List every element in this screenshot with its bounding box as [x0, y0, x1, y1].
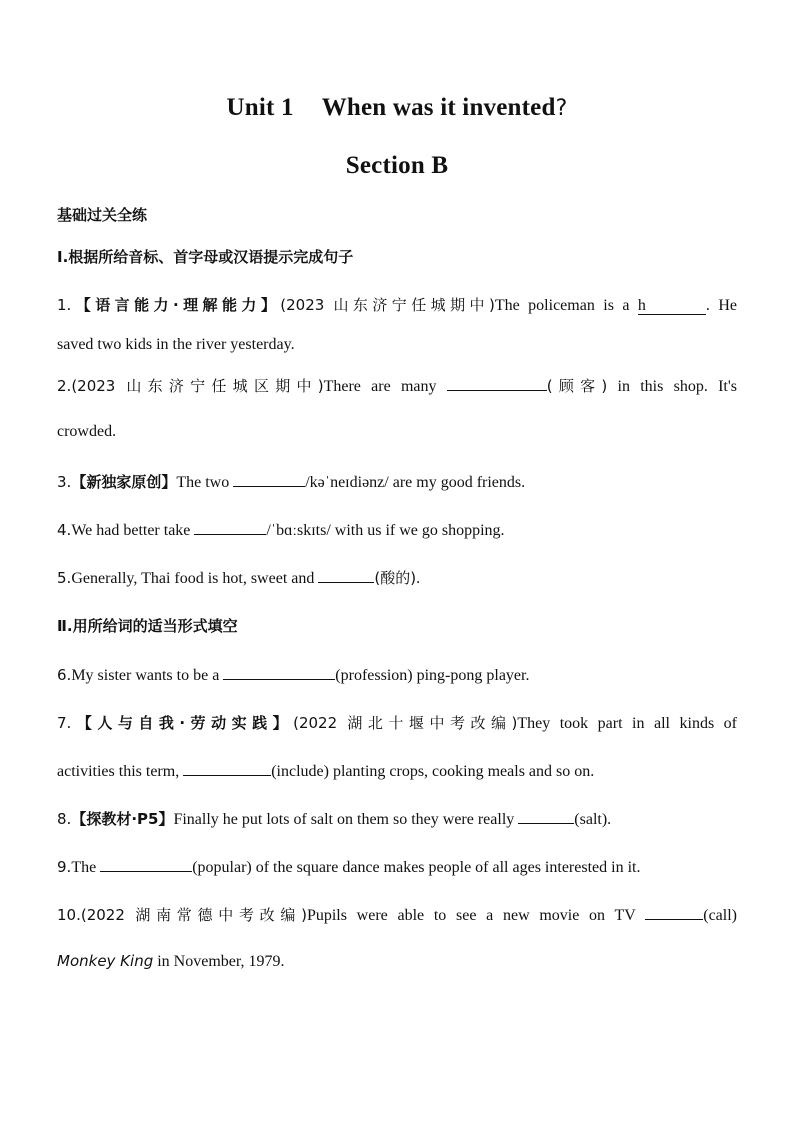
part-2-heading: Ⅱ.用所给词的适当形式填空 — [57, 617, 238, 635]
question-tag: 【新独家原创】 — [71, 473, 177, 491]
question-10: 10.(2022 湖南常德中考改编)Pupils were able to see a new movie on TV (call) — [57, 906, 737, 924]
question-10-cont: Monkey King in November, 1979. — [57, 952, 285, 970]
answer-blank[interactable]: h — [638, 297, 706, 315]
unit-question: When was it invented — [321, 94, 556, 121]
unit-title — [0, 94, 794, 122]
question-tag: 【探教材·P5】 — [71, 810, 174, 828]
answer-blank[interactable] — [183, 760, 271, 776]
phonetic: /ˈbɑːskɪts/ — [266, 522, 331, 539]
question-source: (2022 湖北十堰中考改编) — [293, 714, 518, 732]
answer-blank[interactable] — [223, 664, 335, 680]
question-1-cont: saved two kids in the river yesterday. — [57, 336, 295, 353]
section-title: Section B — [345, 152, 449, 179]
answer-blank[interactable] — [194, 519, 266, 535]
question-2-cont: crowded. — [57, 423, 117, 440]
movie-title: Monkey King — [57, 952, 154, 970]
unit-question-mark: ? — [555, 96, 568, 121]
question-3: 3.【新独家原创】The two /kəˈneɪdiənz/ are my good friends. — [57, 473, 526, 491]
question-6: 6.My sister wants to be a (profession) ping-pong player. — [57, 666, 530, 684]
question-9: 9.The (popular) of the square dance makes people of all ages interested in it. — [57, 858, 641, 876]
question-1: 1.【语言能力·理解能力】(2023 山东济宁任城期中)The policeman is a h . He — [57, 296, 737, 314]
phonetic: /kəˈneɪdiənz/ — [305, 474, 389, 491]
question-source: (2022 湖南常德中考改编) — [80, 906, 307, 924]
question-tag: 【语言能力·理解能力】 — [71, 296, 281, 314]
answer-blank[interactable] — [447, 375, 547, 391]
answer-blank[interactable] — [518, 808, 574, 824]
answer-blank[interactable] — [233, 471, 305, 487]
answer-blank[interactable] — [645, 904, 703, 920]
question-7: 7.【人与自我·劳动实践】(2022 湖北十堰中考改编)They took part in all kinds of — [57, 714, 738, 732]
answer-blank[interactable] — [100, 856, 192, 872]
answer-blank[interactable] — [318, 567, 374, 583]
question-5: 5.Generally, Thai food is hot, sweet and (酸的). — [57, 569, 421, 587]
question-source: (2023 山东济宁任城期中) — [280, 296, 495, 314]
part-1-heading: Ⅰ.根据所给音标、首字母或汉语提示完成句子 — [57, 248, 354, 266]
question-7-cont: activities this term, (include) planting crops, cooking meals and so on. — [57, 760, 737, 781]
question-tag: 【人与自我·劳动实践】 — [71, 714, 294, 732]
question-4: 4.We had better take /ˈbɑːskɪts/ with us if we go shopping. — [57, 521, 505, 539]
question-8: 8.【探教材·P5】Finally he put lots of salt on them so they were really (salt). — [57, 810, 612, 828]
question-source: (2023 山东济宁任城区期中) — [71, 377, 324, 395]
practice-label: 基础过关全练 — [57, 206, 148, 224]
question-2: 2.(2023 山东济宁任城区期中)There are many (顾客) in this shop. It's — [57, 377, 737, 395]
unit-label: Unit 1 — [226, 94, 294, 121]
